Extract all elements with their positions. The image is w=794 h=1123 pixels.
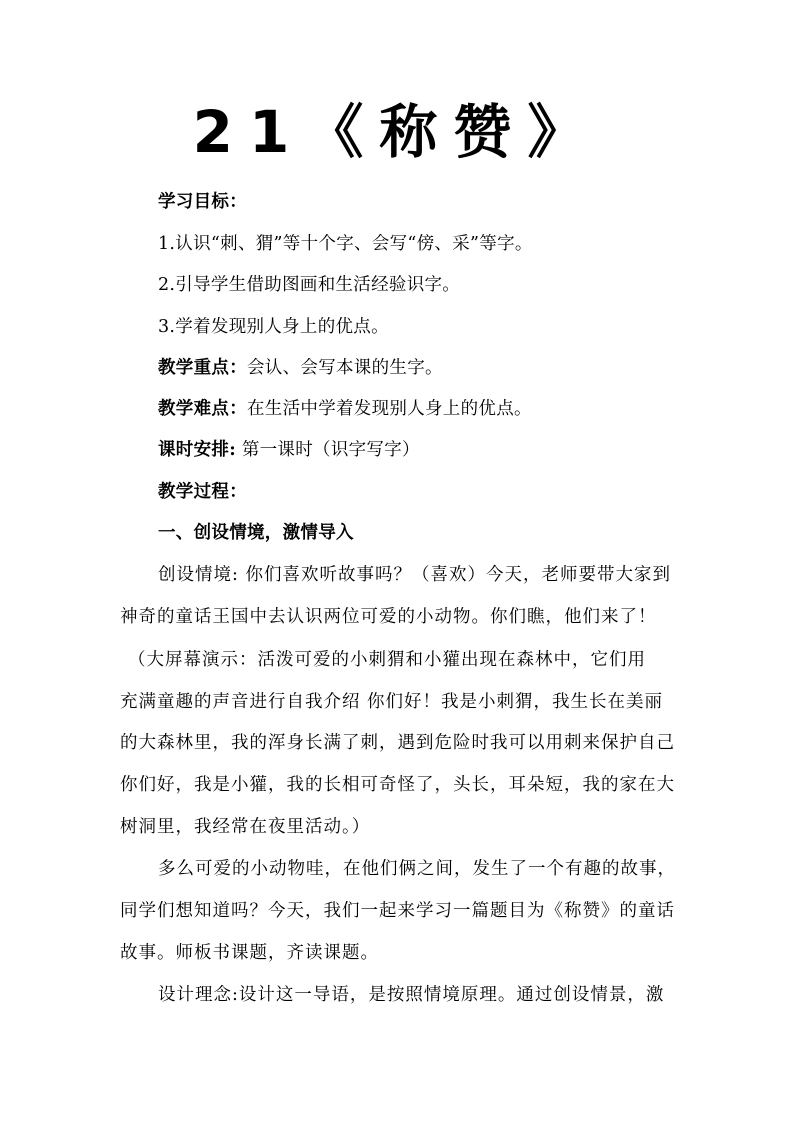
page-title: 21《称赞》 xyxy=(192,98,602,166)
paragraph-line-9: 同学们想知道吗？今天，我们一起来学习一篇题目为《称赞》的童话 xyxy=(120,901,675,921)
difficulty-label: 教学难点： xyxy=(158,399,247,419)
objective-item-3: 3.学着发现别人身上的优点。 xyxy=(158,317,389,337)
paragraph-line-6: 你们好，我是小獾，我的长相可奇怪了，头长，耳朵短，我的家在大 xyxy=(120,775,675,795)
key-point-line xyxy=(158,356,698,380)
difficulty-line xyxy=(158,397,698,421)
key-point-text: 会认、会写本课的生字。 xyxy=(247,358,443,378)
objective-item-2: 2.引导学生借助图画和生活经验识字。 xyxy=(158,275,461,295)
paragraph-line-11: 设计理念:设计这一导语，是按照情境原理。通过创设情景，激 xyxy=(158,985,665,1005)
schedule-text: 第一课时（识字写字） xyxy=(235,440,420,460)
section1-heading: 一、创设情境，激情导入 xyxy=(158,523,354,543)
schedule-line xyxy=(158,438,698,462)
key-point-label: 教学重点： xyxy=(158,358,247,378)
paragraph-line-2: 神奇的童话王国中去认识两位可爱的小动物。你们瞧，他们来了！ xyxy=(120,607,657,627)
paragraph-line-8: 多么可爱的小动物哇，在他们俩之间，发生了一个有趣的故事， xyxy=(158,859,676,879)
paragraph-line-1: 创设情境: 你们喜欢听故事吗？（喜欢）今天，老师要带大家到 xyxy=(158,565,671,585)
paragraph-line-3: （大屏幕演示：活泼可爱的小刺猬和小獾出现在森林中，它们用 xyxy=(128,650,646,670)
paragraph-line-7: 树洞里，我经常在夜里活动。） xyxy=(120,817,371,837)
objectives-heading: 学习目标： xyxy=(158,192,247,212)
paragraph-line-5: 的大森林里，我的浑身长满了刺，遇到危险时我可以用刺来保护自己 xyxy=(120,733,675,753)
paragraph-line-10: 故事。师板书课题，齐读课题。 xyxy=(120,943,379,963)
objective-item-1: 1.认识“刺、猬”等十个字、会写“傍、采”等字。 xyxy=(158,234,533,254)
schedule-label: 课时安排: xyxy=(158,440,236,460)
paragraph-line-4: 充满童趣的声音进行自我介绍 你们好！我是小刺猬，我生长在美丽 xyxy=(120,692,664,712)
difficulty-text: 在生活中学着发现别人身上的优点。 xyxy=(247,399,532,419)
process-heading: 教学过程： xyxy=(158,482,247,502)
